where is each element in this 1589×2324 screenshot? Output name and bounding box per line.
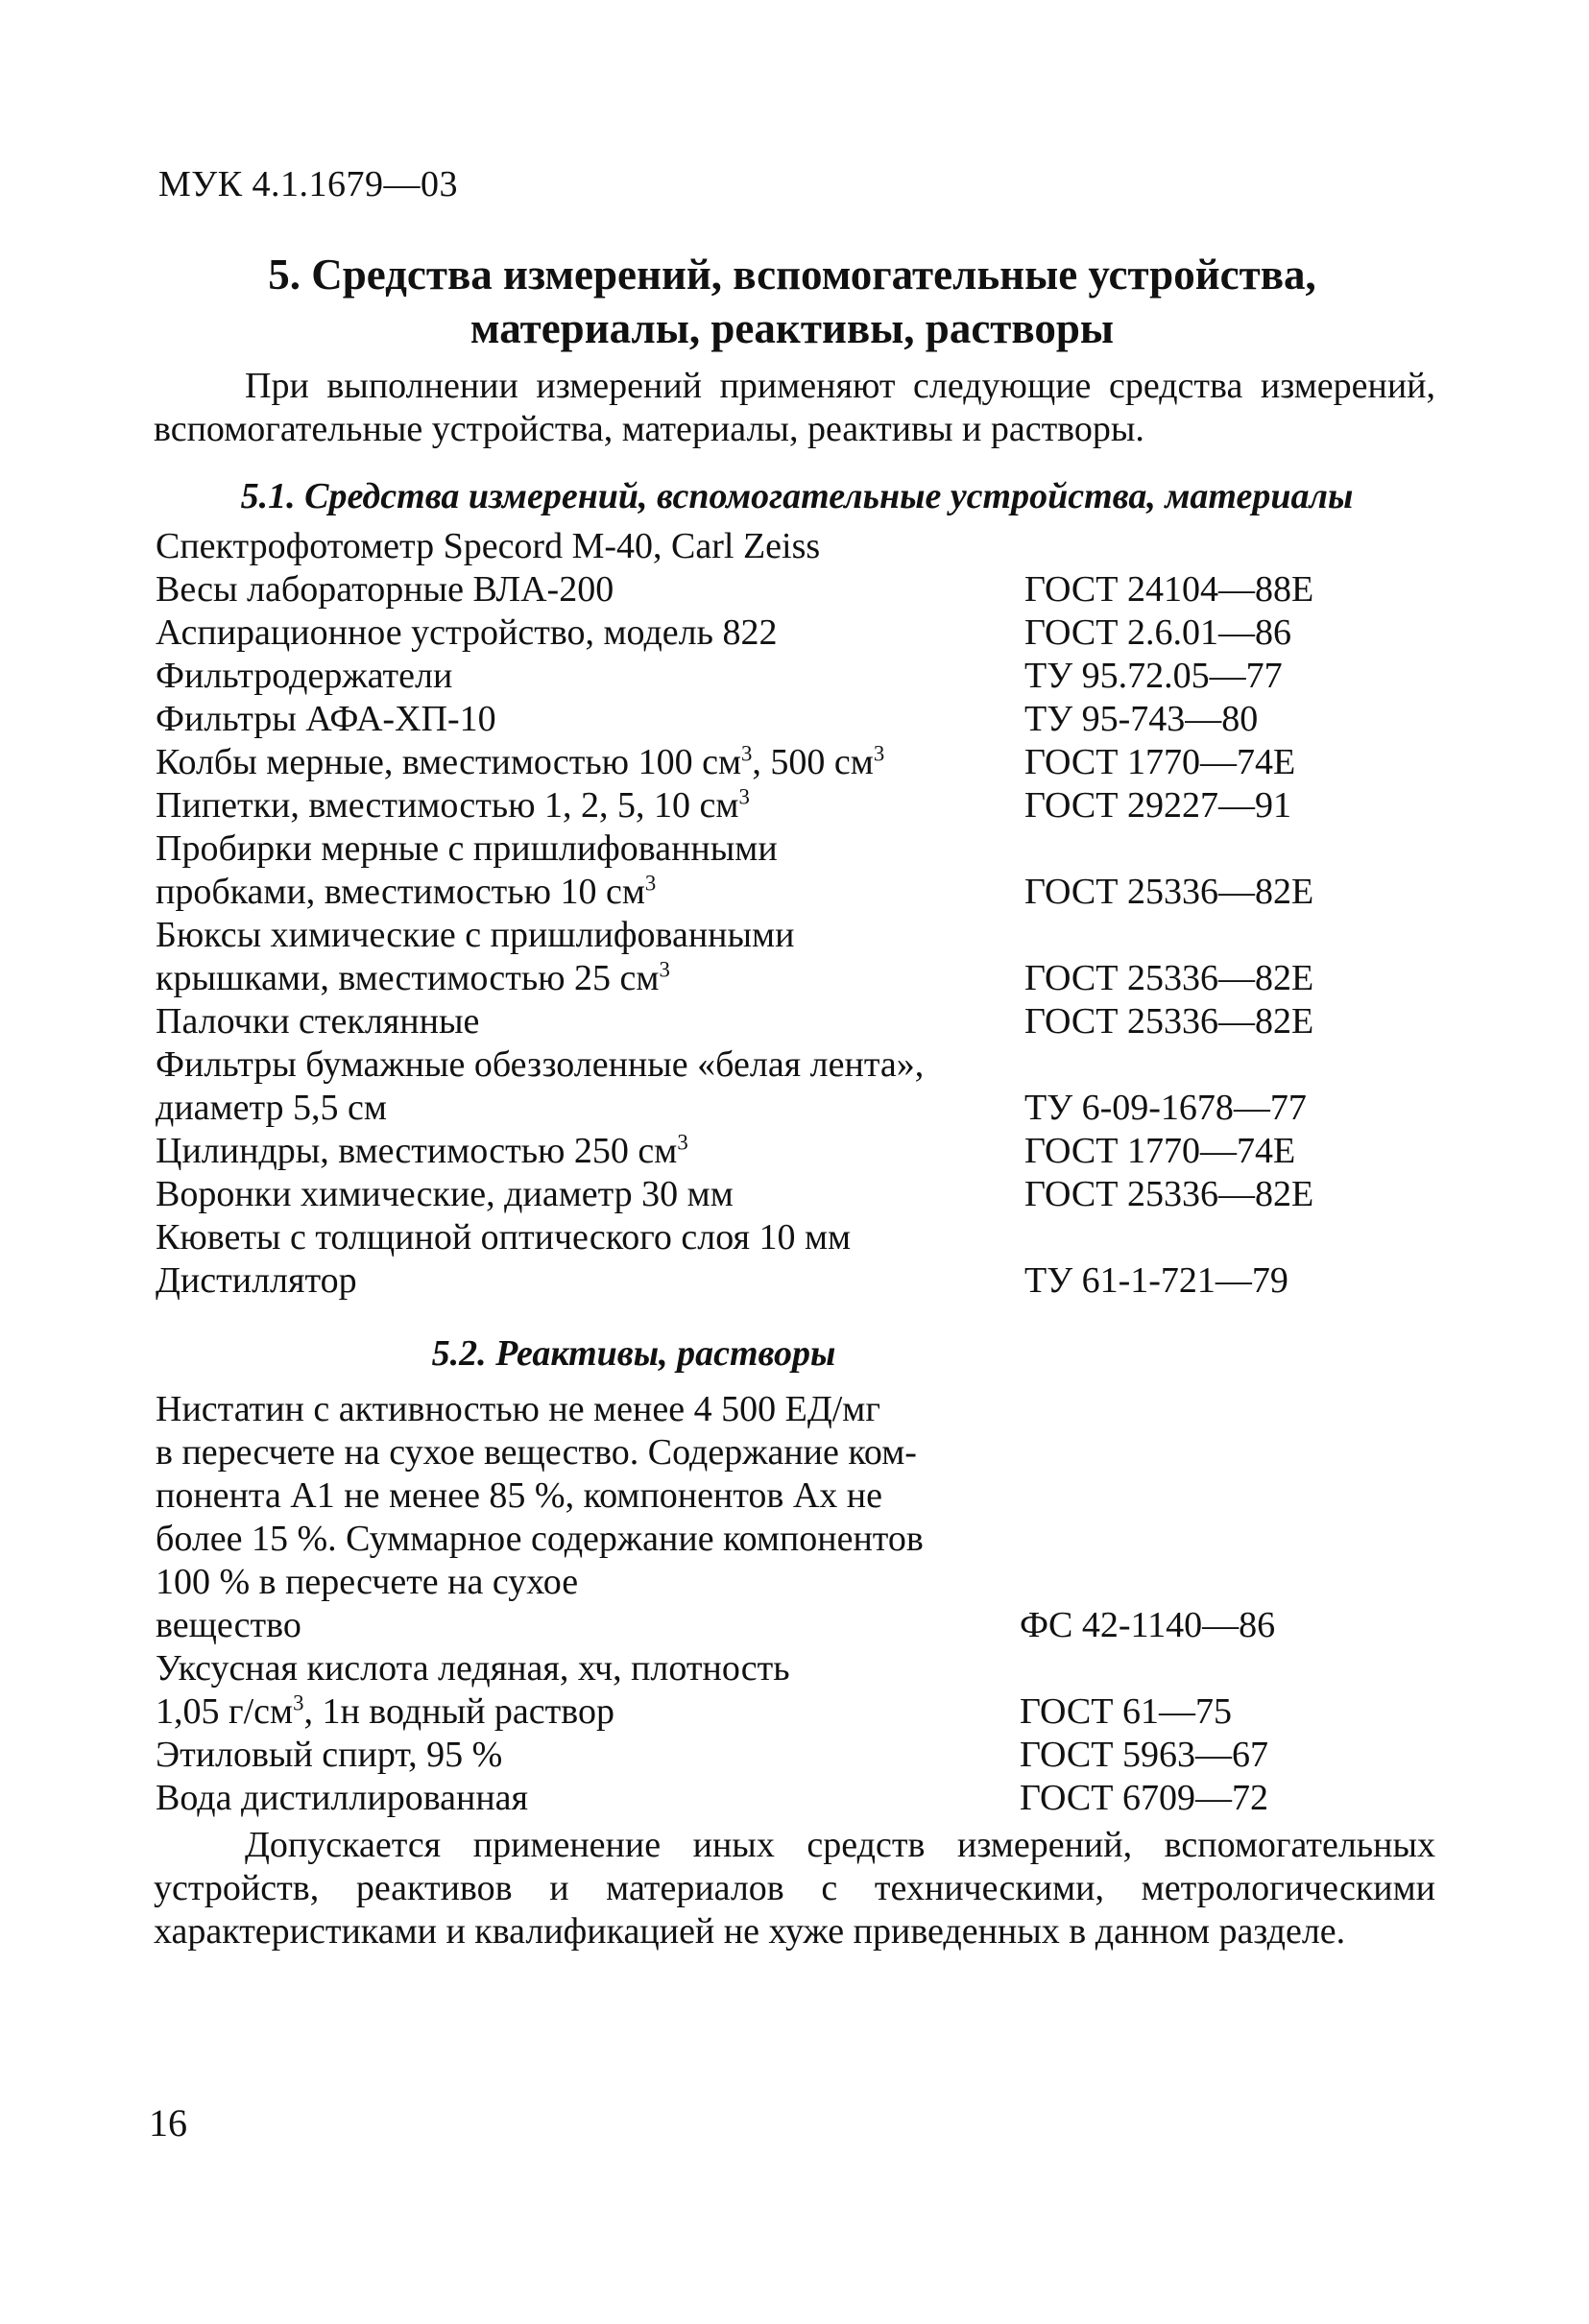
item-name: 100 % в пересчете на сухое bbox=[156, 1562, 579, 1602]
list-row bbox=[156, 698, 1404, 741]
list-row bbox=[156, 1777, 1404, 1820]
item-name: Фильтры АФА-ХП-10 bbox=[156, 699, 496, 739]
item-standard: ГОСТ 2.6.01—86 bbox=[1024, 612, 1291, 653]
list-row bbox=[156, 1431, 1404, 1474]
item-name: вещество bbox=[156, 1605, 301, 1645]
list-row bbox=[156, 1130, 1404, 1173]
item-name: Кюветы с толщиной оптического слоя 10 мм bbox=[156, 1217, 852, 1258]
item-standard: ТУ 6-09-1678—77 bbox=[1024, 1088, 1307, 1128]
item-standard: ГОСТ 61—75 bbox=[1020, 1691, 1232, 1732]
intro-paragraph bbox=[154, 365, 1435, 451]
section-title bbox=[144, 248, 1440, 355]
subsection-heading-5-2: 5.2. Реактивы, растворы bbox=[431, 1333, 836, 1374]
closing-paragraph bbox=[154, 1824, 1435, 1953]
item-standard: ГОСТ 25336—82Е bbox=[1024, 1174, 1314, 1214]
subsection-heading-5-1: 5.1. Средства измерений, вспомогательные устройства, материалы bbox=[240, 476, 1354, 516]
list-row bbox=[156, 1561, 1404, 1604]
list-row bbox=[156, 1259, 1404, 1303]
item-standard: ТУ 95.72.05—77 bbox=[1024, 656, 1283, 696]
item-name: Фильтры бумажные обеззоленные «белая лента», bbox=[156, 1044, 925, 1085]
item-name: Уксусная кислота ледяная, хч, плотность bbox=[156, 1648, 790, 1689]
item-standard: ТУ 95-743—80 bbox=[1024, 699, 1259, 739]
item-name: Весы лабораторные ВЛА-200 bbox=[156, 569, 614, 610]
list-row bbox=[156, 1474, 1404, 1518]
list-row bbox=[156, 871, 1404, 914]
list-row bbox=[156, 1690, 1404, 1734]
item-name: диаметр 5,5 см bbox=[156, 1088, 387, 1128]
item-name: более 15 %. Суммарное содержание компонентов bbox=[156, 1519, 924, 1559]
list-row bbox=[156, 655, 1404, 698]
closing-text: Допускается применение иных средств измерений, вспомогательных устройств, реактивов и материалов с техническими, метрологическими характеристиками и квалификацией не хуже приведенных в данном разделе. bbox=[154, 1825, 1435, 1952]
item-standard: ГОСТ 29227—91 bbox=[1024, 785, 1291, 826]
list-row bbox=[156, 741, 1404, 784]
list-row bbox=[156, 1173, 1404, 1216]
item-standard: ГОСТ 6709—72 bbox=[1020, 1778, 1268, 1818]
list-row bbox=[156, 1087, 1404, 1130]
item-name: Пипетки, вместимостью 1, 2, 5, 10 $см^3$ bbox=[156, 784, 750, 826]
list-row bbox=[156, 1216, 1404, 1259]
item-standard: ГОСТ 5963—67 bbox=[1020, 1735, 1268, 1775]
equipment-list bbox=[156, 525, 1404, 1303]
item-name: Воронки химические, диаметр 30 мм bbox=[156, 1174, 734, 1214]
item-standard: ГОСТ 1770—74Е bbox=[1024, 1131, 1296, 1171]
item-name: Фильтродержатели bbox=[156, 656, 453, 696]
item-name: 1,05 $г/см^3$, 1н водный раствор bbox=[156, 1690, 614, 1732]
list-row bbox=[156, 1647, 1404, 1690]
document-code: МУК 4.1.1679—03 bbox=[158, 164, 459, 204]
item-name: Нистатин с активностью не менее 4 500 ЕД/мг bbox=[156, 1389, 880, 1429]
section-title-line-2: материалы, реактивы, растворы bbox=[469, 304, 1115, 352]
list-row bbox=[156, 1734, 1404, 1777]
section-title-line-1: 5. Средства измерений, вспомогательные устройства, bbox=[268, 251, 1316, 299]
list-row bbox=[156, 1043, 1404, 1087]
list-row bbox=[156, 568, 1404, 611]
list-row bbox=[156, 1604, 1404, 1647]
list-row bbox=[156, 784, 1404, 827]
list-row bbox=[156, 1000, 1404, 1043]
item-standard: ГОСТ 24104—88Е bbox=[1024, 569, 1314, 610]
item-standard: ГОСТ 25336—82Е bbox=[1024, 1001, 1314, 1042]
item-name: Бюксы химические с пришлифованными bbox=[156, 915, 795, 955]
item-name: Цилиндры, вместимостью 250 $см^3$ bbox=[156, 1130, 688, 1171]
list-row bbox=[156, 827, 1404, 871]
item-name: Спектрофотометр Specord M-40, Carl Zeiss bbox=[156, 526, 821, 566]
reagents-list bbox=[156, 1388, 1404, 1820]
item-name: пробками, вместимостью 10 $см^3$ bbox=[156, 871, 657, 912]
intro-text: При выполнении измерений применяют следующие средства измерений, вспомогательные устройства, материалы, реактивы и растворы. bbox=[154, 366, 1435, 449]
item-standard: ГОСТ 1770—74Е bbox=[1024, 742, 1296, 782]
page-number: 16 bbox=[149, 2101, 187, 2144]
list-row bbox=[156, 525, 1404, 568]
item-name: Этиловый спирт, 95 % bbox=[156, 1735, 503, 1775]
item-name: Вода дистиллированная bbox=[156, 1778, 529, 1818]
item-standard: ТУ 61-1-721—79 bbox=[1024, 1260, 1288, 1301]
item-name: понента А1 не менее 85 %, компонентов Ах не bbox=[156, 1475, 883, 1516]
item-standard: ГОСТ 25336—82Е bbox=[1024, 958, 1314, 998]
list-row bbox=[156, 1388, 1404, 1431]
item-name: в пересчете на сухое вещество. Содержание ком- bbox=[156, 1432, 917, 1473]
item-standard: ФС 42-1140—86 bbox=[1020, 1605, 1276, 1645]
item-standard: ГОСТ 25336—82Е bbox=[1024, 872, 1314, 912]
list-row bbox=[156, 957, 1404, 1000]
list-row bbox=[156, 611, 1404, 655]
list-row bbox=[156, 1518, 1404, 1561]
item-name: Палочки стеклянные bbox=[156, 1001, 480, 1042]
item-name: Пробирки мерные с пришлифованными bbox=[156, 828, 778, 869]
list-row bbox=[156, 914, 1404, 957]
item-name: крышками, вместимостью 25 $см^3$ bbox=[156, 957, 670, 998]
item-name: Аспирационное устройство, модель 822 bbox=[156, 612, 778, 653]
item-name: Дистиллятор bbox=[156, 1260, 357, 1301]
item-name: Колбы мерные, вместимостью 100 $см^3$, 500 $см^3$ bbox=[156, 741, 885, 782]
